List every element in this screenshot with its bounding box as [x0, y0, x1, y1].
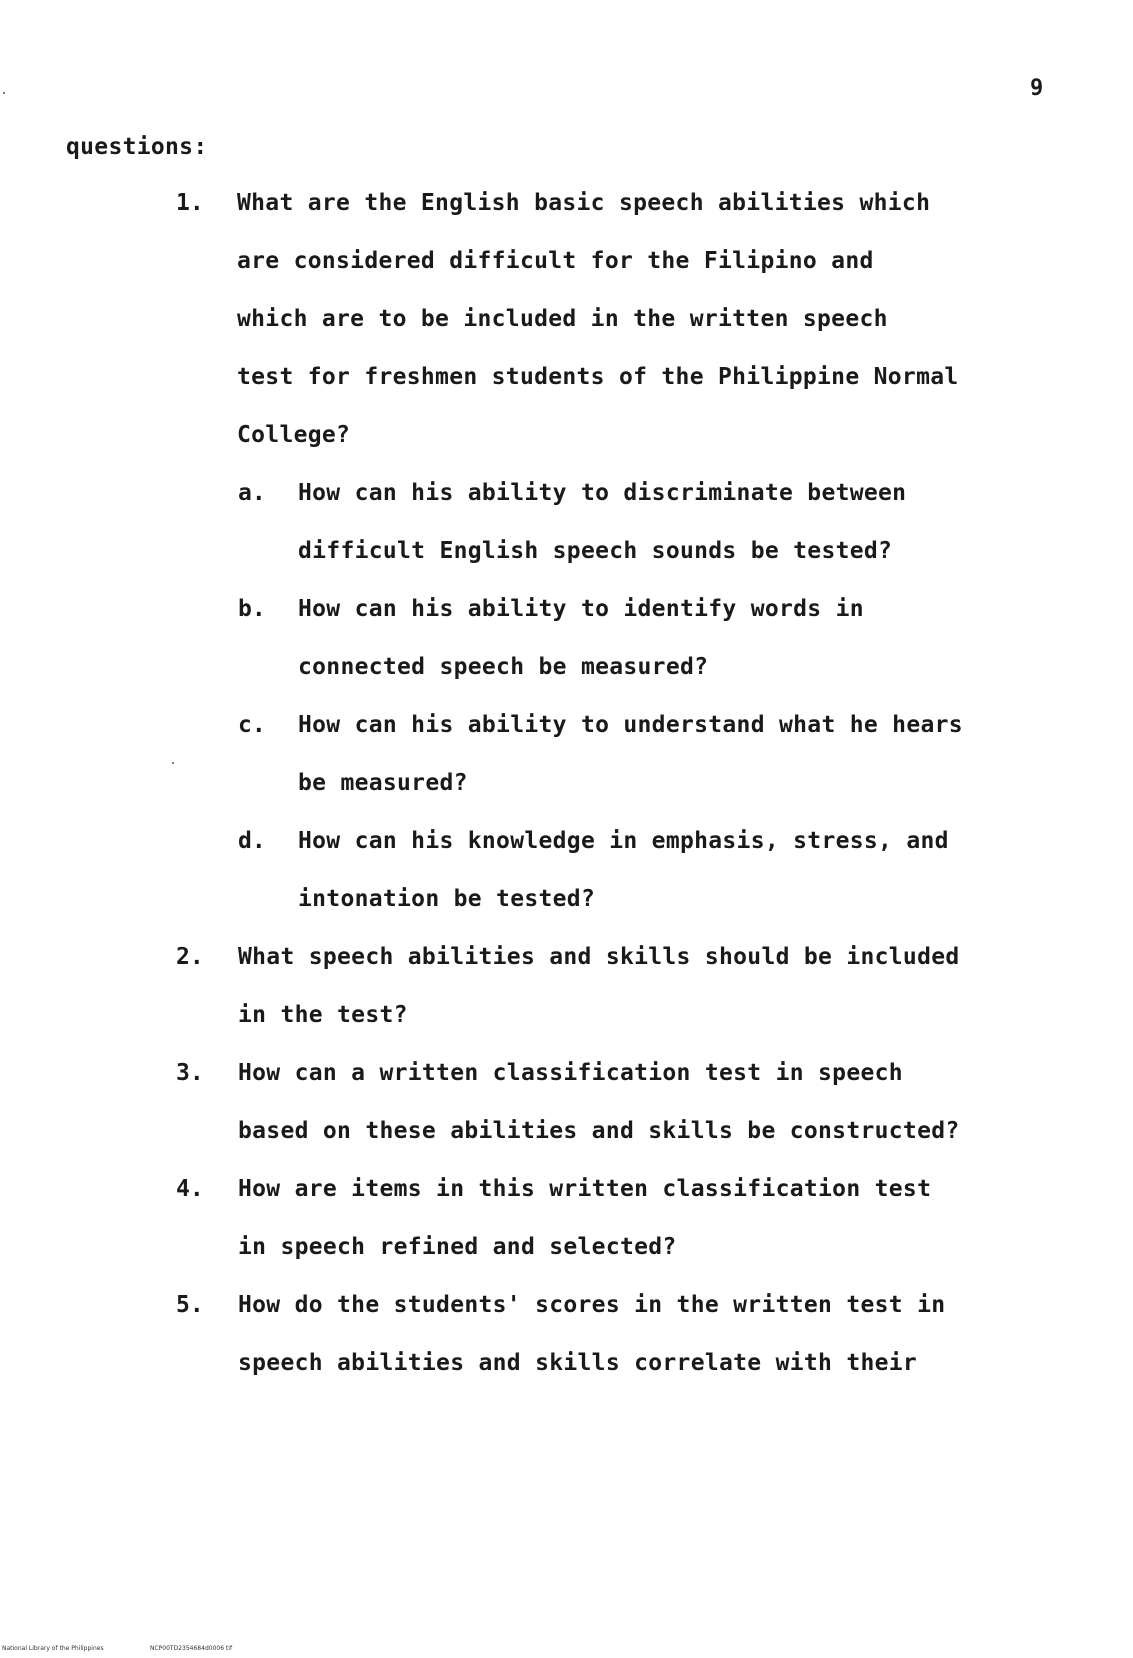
question-5-line-1: How do the students' scores in the written test in: [238, 1292, 946, 1318]
scan-speck: [172, 762, 174, 764]
question-3-line-2: based on these abilities and skills be constructed?: [238, 1118, 960, 1144]
footer-library: National Library of the Philippines: [2, 1645, 104, 1652]
subquestion-a-line-2: difficult English speech sounds be tested?: [298, 538, 893, 564]
subquestion-b-line-2: connected speech be measured?: [298, 654, 709, 680]
question-3-line-1: How can a written classification test in speech: [238, 1060, 903, 1086]
footer-code: NCP00TD2354684d0006 tif: [150, 1645, 233, 1652]
question-1-line-5: College?: [237, 422, 351, 448]
subquestion-b-line-1: How can his ability to identify words in: [298, 596, 864, 622]
question-3-marker: 3.: [176, 1060, 204, 1086]
question-4-line-1: How are items in this written classification test: [238, 1176, 932, 1202]
question-2-line-1: What speech abilities and skills should be included: [238, 944, 960, 970]
scan-speck: [3, 92, 5, 94]
question-1-line-4: test for freshmen students of the Philippine Normal: [237, 364, 959, 390]
question-1-line-2: are considered difficult for the Filipino and: [237, 248, 874, 274]
subquestion-b-marker: b.: [238, 596, 266, 622]
subquestion-d-line-2: intonation be tested?: [298, 886, 596, 912]
question-5-line-2: speech abilities and skills correlate with their: [238, 1350, 918, 1376]
subquestion-a-line-1: How can his ability to discriminate between: [298, 480, 907, 506]
subquestion-c-marker: c.: [238, 712, 266, 738]
question-1-marker: 1.: [176, 190, 204, 216]
question-1-line-3: which are to be included in the written speech: [237, 306, 888, 332]
subquestion-d-marker: d.: [238, 828, 266, 854]
question-4-marker: 4.: [176, 1176, 204, 1202]
subquestion-c-line-2: be measured?: [298, 770, 468, 796]
subquestion-d-line-1: How can his knowledge in emphasis, stress, and: [298, 828, 949, 854]
question-2-line-2: in the test?: [238, 1002, 408, 1028]
question-2-marker: 2.: [176, 944, 204, 970]
question-4-line-2: in speech refined and selected?: [238, 1234, 677, 1260]
subquestion-a-marker: a.: [238, 480, 266, 506]
page-number: 9: [1030, 76, 1044, 101]
intro-text: questions:: [66, 134, 208, 160]
subquestion-c-line-1: How can his ability to understand what he hears: [298, 712, 963, 738]
question-5-marker: 5.: [176, 1292, 204, 1318]
question-1-line-1: What are the English basic speech abilities which: [237, 190, 931, 216]
